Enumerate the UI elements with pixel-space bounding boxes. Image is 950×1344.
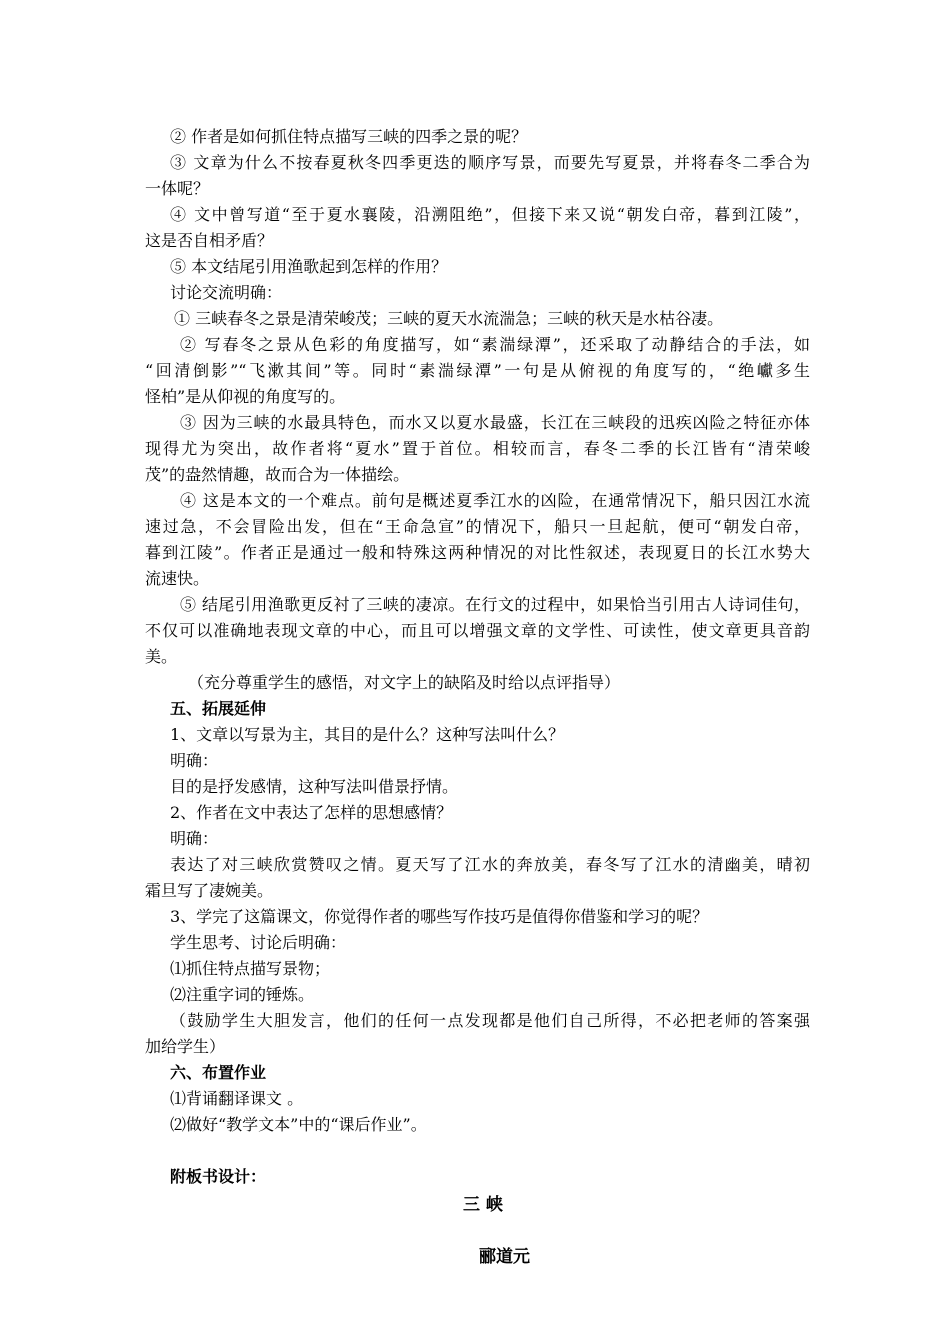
extension-answer-3-item-2: ⑵注重字词的锤炼。 bbox=[170, 985, 315, 1004]
question-4-line-2: 这是否自相矛盾？ bbox=[145, 231, 274, 250]
question-3-line-2: 一体呢？ bbox=[145, 179, 210, 198]
encouragement-note-line-2: 加给学生） bbox=[145, 1037, 226, 1056]
encouragement-note-line-1: （鼓励学生大胆发言，他们的任何一点发现都是他们自己所得，不必把老师的答案强 bbox=[170, 1011, 810, 1030]
extension-answer-3-item-1: ⑴抓住特点描写景物； bbox=[170, 959, 331, 978]
answer-3-line-3: 茂”的盎然情趣，故而合为一体描绘。 bbox=[145, 465, 410, 484]
question-4-line-1: ④ 文中曾写道“至于夏水襄陵，沿溯阻绝”，但接下来又说“朝发白帝，暮到江陵”， bbox=[170, 205, 810, 224]
board-author: 郦道元 bbox=[479, 1247, 530, 1267]
discussion-heading: 讨论交流明确： bbox=[170, 283, 283, 302]
board-title: 三 峡 bbox=[463, 1195, 503, 1215]
section-5-heading: 五、拓展延伸 bbox=[170, 699, 267, 718]
homework-item-2: ⑵做好“教学文本”中的“课后作业”。 bbox=[170, 1115, 427, 1134]
section-6-heading: 六、布置作业 bbox=[170, 1063, 267, 1082]
extension-question-1: 1、文章以写景为主，其目的是什么？这种写法叫什么？ bbox=[170, 725, 565, 744]
extension-answer-2-line-1: 表达了对三峡欣赏赞叹之情。夏天写了江水的奔放美，春冬写了江水的清幽美，晴初 bbox=[170, 855, 810, 874]
answer-2-line-2: “回清倒影”“飞漱其间”等。同时“素湍绿潭”一句是从俯视的角度写的，“绝巘多生 bbox=[145, 361, 810, 380]
question-3-line-1: ③ 文章为什么不按春夏秋冬四季更迭的顺序写景，而要先写夏景，并将春冬二季合为 bbox=[170, 153, 810, 172]
extension-answer-1-label: 明确： bbox=[170, 751, 219, 770]
homework-item-1: ⑴背诵翻译课文 。 bbox=[170, 1089, 304, 1108]
extension-question-2: 2、作者在文中表达了怎样的思想感情？ bbox=[170, 803, 453, 822]
board-design-heading: 附板书设计： bbox=[170, 1167, 267, 1186]
answer-2-line-1: ② 写春冬之景从色彩的角度描写，如“素湍绿潭”，还采取了动静结合的手法，如 bbox=[180, 335, 810, 354]
answer-4-line-3: 暮到江陵”。作者正是通过一般和特殊这两种情况的对比性叙述，表现夏日的长江水势大 bbox=[145, 543, 810, 562]
answer-4-line-1: ④ 这是本文的一个难点。前句是概述夏季江水的凶险，在通常情况下，船只因江水流 bbox=[180, 491, 810, 510]
answer-1: ① 三峡春冬之景是清荣峻茂；三峡的夏天水流湍急；三峡的秋天是水枯谷凄。 bbox=[174, 309, 724, 328]
extension-answer-2-line-2: 霜旦写了凄婉美。 bbox=[145, 881, 274, 900]
extension-answer-3-label: 学生思考、讨论后明确： bbox=[170, 933, 347, 952]
question-2: ② 作者是如何抓住特点描写三峡的四季之景的呢？ bbox=[170, 127, 528, 146]
answer-3-line-1: ③ 因为三峡的水最具特色，而水又以夏水最盛，长江在三峡段的迅疾凶险之特征亦体 bbox=[180, 413, 810, 432]
answer-3-line-2: 现得尤为突出，故作者将“夏水”置于首位。相较而言，春冬二季的长江皆有“清荣峻 bbox=[145, 439, 810, 458]
answer-5-line-2: 不仅可以准确地表现文章的中心，而且可以增强文章的文学性、可读性，使文章更具音韵 bbox=[145, 621, 810, 640]
extension-answer-1: 目的是抒发感情，这种写法叫借景抒情。 bbox=[170, 777, 459, 796]
teacher-note: （充分尊重学生的感悟，对文字上的缺陷及时给以点评指导） bbox=[188, 673, 621, 692]
question-5: ⑤ 本文结尾引用渔歌起到怎样的作用？ bbox=[170, 257, 448, 276]
answer-2-line-3: 怪柏”是从仰视的角度写的。 bbox=[145, 387, 346, 406]
answer-5-line-1: ⑤ 结尾引用渔歌更反衬了三峡的凄凉。在行文的过程中，如果恰当引用古人诗词佳句， bbox=[180, 595, 810, 614]
answer-5-line-3: 美。 bbox=[145, 647, 178, 666]
answer-4-line-2: 速过急，不会冒险出发，但在“王命急宣”的情况下，船只一旦起航，便可“朝发白帝， bbox=[145, 517, 810, 536]
extension-question-3: 3、学完了这篇课文，你觉得作者的哪些写作技巧是值得你借鉴和学习的呢？ bbox=[170, 907, 709, 926]
extension-answer-2-label: 明确： bbox=[170, 829, 219, 848]
answer-4-line-4: 流速快。 bbox=[145, 569, 210, 588]
